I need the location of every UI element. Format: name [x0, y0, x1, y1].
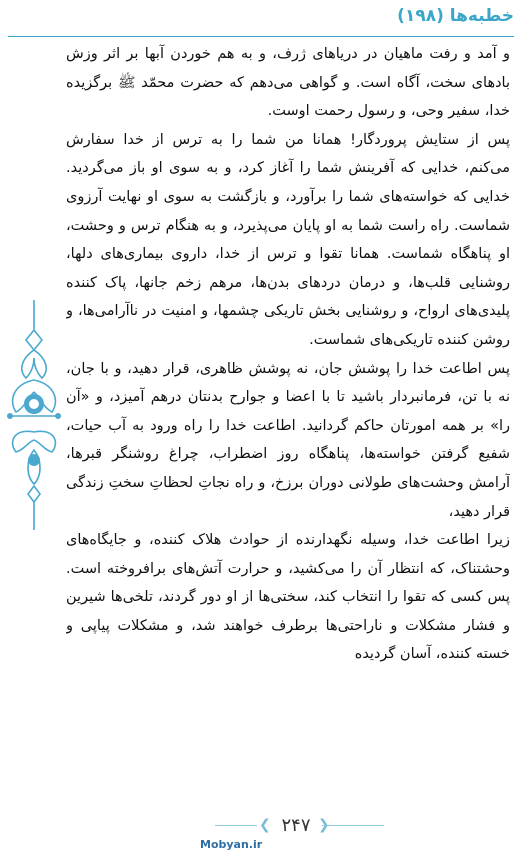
paragraph: پس اطاعت خدا را پوشش جان، نه پوشش ظاهری، قرار دهید، و با جان، نه با تن، فرمانبردار باشید تا با اعضا و جوارح بدنتان درهم آمیزد، و «آن را» بر همه امورتان حاکم گردانید. اطاعت خدا را راه ورود به آب حیات، شفیع گرفتن خواسته‌ها، پناهگاه روز اضطراب، چراغ روشنگر قبرها، آرامش وحشت‌های طولانی دوران برزخ، و راه نجاتِ لحظاتِ سختِ زندگی قرار دهید، — [66, 360, 510, 520]
page-body — [66, 40, 510, 800]
paragraph: زیرا اطاعت خدا، وسیله نگهدارنده از حوادث هلاک کننده، و جایگاه‌های وحشتناک، که انتظار آن را می‌کشید، و حرارت آتش‌های برافروخته است. پس کسی که تقوا را انتخاب کند، سختی‌ها از او دور گردند، تلخی‌ها شیرین و فشار مشکلات و ناراحتی‌ها برطرف خواهند شد، و مشکلات پیاپی و خسته کننده، آسان گردیده — [66, 532, 510, 663]
paragraph: و آمد و رفت ماهیان در دریاهای ژرف، و به هم خوردن آبها بر اثر وزش بادهای سخت، آگاه است. و گواهی می‌دهم که حضرت محمّد ﷺ برگزیده خدا، سفیر وحی، و رسول رحمت اوست. — [66, 46, 510, 120]
page-header — [0, 6, 520, 40]
chapter-title: خطبه‌ها (۱۹۸) — [397, 6, 514, 26]
header-divider — [8, 36, 514, 37]
footer-divider-right — [322, 825, 384, 826]
footer-divider-left — [215, 825, 257, 826]
site-watermark: Mobyan.ir — [200, 838, 263, 851]
page-footer — [0, 815, 520, 855]
flourish-icon: ❯ — [318, 817, 330, 833]
page-number: ۲۴۷ — [281, 815, 311, 836]
flourish-icon: ❮ — [259, 817, 271, 833]
margin-ornament-icon — [4, 300, 64, 530]
paragraph: پس از ستایش پروردگار! همانا من شما را به ترس از خدا سفارش می‌کنم، خدایی که آفرینش شما را آغاز کرد، و به سوی او باز می‌گردید. خدایی که خواسته‌های شما را برآورد، و بازگشت به سوی او نهایت آرزوی شماست. راه راست شما به او پایان می‌پذیرد، و به هنگام ترس و وحشت، او پناهگاه شماست. همانا تقوا و ترس از خدا، داروی بیماری‌های دلها، روشنایی قلب‌ها، و درمان دردهای بدن‌ها، مرهم زخم جانها، پاک کننده پلیدی‌های ارواح، و روشنایی بخش تاریکی چشمها، و امنیت در ناآرامی‌ها، و روشن کننده تاریکی‌های شماست. — [66, 131, 510, 348]
